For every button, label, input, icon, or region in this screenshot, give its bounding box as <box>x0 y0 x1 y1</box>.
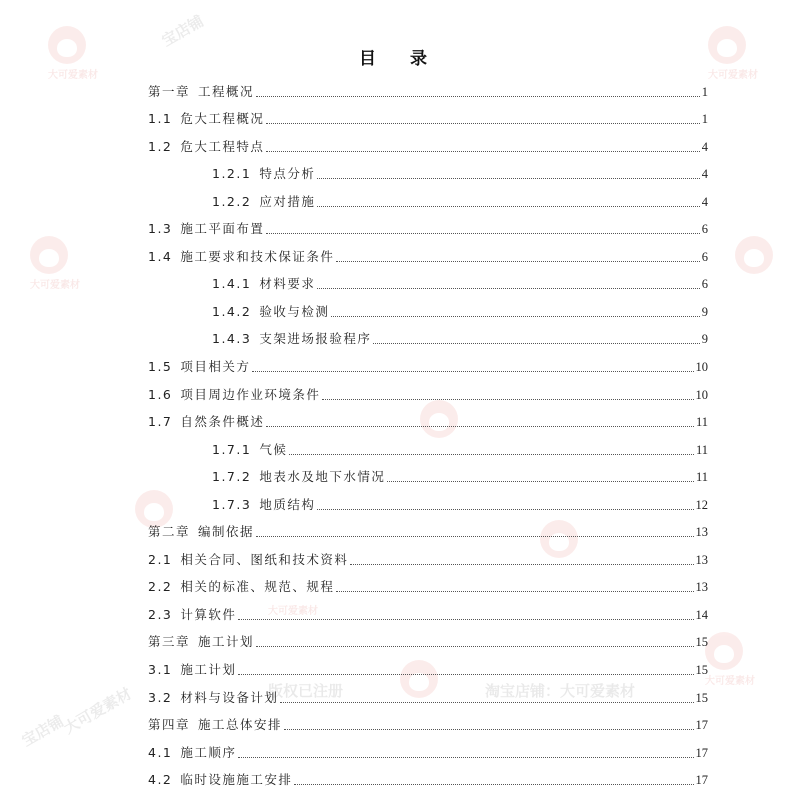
watermark-shop-diagonal: 宝店铺 <box>158 11 207 50</box>
toc-entry-label <box>148 359 250 375</box>
toc-entry[interactable] <box>148 296 708 324</box>
watermark-shop: 淘宝店铺：大可爱素材 <box>485 682 636 700</box>
toc-entry-label <box>212 166 315 182</box>
toc-entry-page: 10 <box>695 387 708 402</box>
toc-entry[interactable] <box>148 407 708 435</box>
toc-entry[interactable] <box>148 737 708 765</box>
toc-entry-label <box>148 387 320 403</box>
toc-entry-page: 17 <box>695 745 708 760</box>
toc-entry-title: 验收与检测 <box>259 303 330 319</box>
toc-entry-title: 材料与设备计划 <box>180 689 279 705</box>
toc-entry-number: 2.1 <box>148 551 173 567</box>
toc-entry[interactable] <box>148 241 708 269</box>
toc-entry-label <box>148 772 292 788</box>
toc-leader-dots <box>294 784 693 785</box>
toc-entry-label <box>212 497 315 513</box>
toc-entry-page: 4 <box>701 194 708 209</box>
toc-leader-dots <box>317 288 699 289</box>
toc-leader-dots <box>331 316 699 317</box>
toc-entry-page: 6 <box>701 222 708 237</box>
watermark-text: 大可爱素材 <box>705 676 755 687</box>
toc-leader-dots <box>317 509 693 510</box>
toc-entry-page: 11 <box>695 415 708 430</box>
toc-entry-title: 地质结构 <box>259 496 316 512</box>
toc-entry-number: 3.2 <box>148 689 173 705</box>
toc-entry-title: 自然条件概述 <box>180 414 265 430</box>
watermark-logo <box>30 236 80 291</box>
toc-entry-title: 项目周边作业环境条件 <box>180 386 321 402</box>
toc-entry-title: 材料要求 <box>259 276 316 292</box>
toc-leader-dots <box>336 591 693 592</box>
toc-entry-page: 1 <box>701 84 708 99</box>
toc-leader-dots <box>284 729 693 730</box>
toc-entry-label <box>148 662 236 678</box>
toc-entry-number: 1.4.2 <box>212 303 252 319</box>
toc-entry-page: 6 <box>701 277 708 292</box>
toc-entry-title: 编制依据 <box>198 524 255 540</box>
toc-entry-label <box>148 717 282 733</box>
toc-entry[interactable] <box>148 104 708 132</box>
toc-entry-number: 1.2 <box>148 138 173 154</box>
toc-entry-number: 4.2 <box>148 772 173 788</box>
toc-entry-title: 工程概况 <box>198 83 255 99</box>
watermark-logo <box>735 236 773 274</box>
toc-entry-title: 支架进场报验程序 <box>259 331 372 347</box>
toc-entry-number: 3.1 <box>148 662 173 678</box>
toc-entry-label <box>212 194 315 210</box>
toc-entry-title: 施工平面布置 <box>180 221 265 237</box>
toc-entry-page: 11 <box>695 470 708 485</box>
toc-entry[interactable] <box>148 517 708 545</box>
toc-entry-number: 1.7.2 <box>212 469 252 485</box>
toc-entry[interactable] <box>148 682 708 710</box>
toc-entry-page: 9 <box>701 332 708 347</box>
toc-leader-dots <box>266 123 699 124</box>
toc-leader-dots <box>266 233 699 234</box>
toc-entry-label <box>212 469 385 485</box>
toc-leader-dots <box>336 261 699 262</box>
toc-entry-title: 施工计划 <box>180 662 237 678</box>
toc-entry-title: 施工顺序 <box>180 744 237 760</box>
table-of-contents <box>148 76 708 792</box>
toc-entry-label <box>148 634 254 650</box>
watermark-text: 大可爱素材 <box>48 70 98 81</box>
toc-entry[interactable] <box>148 627 708 655</box>
watermark-logo <box>705 632 755 687</box>
toc-leader-dots <box>256 536 693 537</box>
toc-entry[interactable] <box>148 654 708 682</box>
toc-entry-label <box>148 579 334 595</box>
toc-entry-number: 4.1 <box>148 744 173 760</box>
toc-entry-page: 10 <box>695 360 708 375</box>
toc-entry-page: 4 <box>701 167 708 182</box>
toc-entry-title: 相关合同、图纸和技术资料 <box>180 551 349 567</box>
toc-entry-label <box>148 221 264 237</box>
toc-entry-title: 危大工程特点 <box>180 138 265 154</box>
toc-leader-dots <box>317 178 699 179</box>
toc-entry-title: 施工要求和技术保证条件 <box>180 248 335 264</box>
toc-entry-label <box>148 552 348 568</box>
toc-entry-number: 1.4 <box>148 248 173 264</box>
toc-entry-number: 1.1 <box>148 111 173 127</box>
toc-entry-number: 第四章 <box>148 717 191 733</box>
toc-entry-page: 17 <box>695 773 708 788</box>
toc-entry-page: 15 <box>695 690 708 705</box>
toc-entry-title: 相关的标准、规范、规程 <box>180 579 335 595</box>
toc-leader-dots <box>289 454 694 455</box>
toc-leader-dots <box>238 757 693 758</box>
toc-entry-number: 第二章 <box>148 524 191 540</box>
toc-entry-title: 项目相关方 <box>180 359 251 375</box>
toc-leader-dots <box>252 371 693 372</box>
toc-entry-title: 施工总体安排 <box>198 717 283 733</box>
toc-entry-number: 1.2.2 <box>212 193 252 209</box>
watermark-logo-icon <box>735 236 773 274</box>
toc-entry-page: 11 <box>695 442 708 457</box>
toc-entry-label <box>148 745 236 761</box>
toc-leader-dots <box>238 619 693 620</box>
toc-entry-label <box>212 304 329 320</box>
watermark-shop-diagonal: 宝店铺 <box>18 711 67 750</box>
watermark-text: 大可爱素材 <box>708 70 758 81</box>
toc-leader-dots <box>256 96 700 97</box>
toc-entry[interactable] <box>148 186 708 214</box>
toc-entry-page: 14 <box>695 607 708 622</box>
toc-entry-title: 地表水及地下水情况 <box>259 469 386 485</box>
toc-entry-label <box>148 111 264 127</box>
toc-entry-label <box>148 139 264 155</box>
toc-entry[interactable] <box>148 599 708 627</box>
toc-entry-title: 危大工程概况 <box>180 111 265 127</box>
page-title: 目 录 <box>359 49 441 69</box>
toc-entry[interactable] <box>148 572 708 600</box>
toc-leader-dots <box>238 674 693 675</box>
toc-entry-label <box>212 331 371 347</box>
toc-entry[interactable] <box>148 710 708 738</box>
toc-entry-number: 2.3 <box>148 606 173 622</box>
toc-entry-page: 13 <box>695 525 708 540</box>
toc-entry-number: 第一章 <box>148 83 191 99</box>
toc-entry-number: 1.4.1 <box>212 276 252 292</box>
toc-entry-number: 1.5 <box>148 359 173 375</box>
toc-leader-dots <box>387 481 694 482</box>
toc-entry-page: 13 <box>695 580 708 595</box>
toc-entry-label <box>212 442 287 458</box>
toc-entry-page: 6 <box>701 249 708 264</box>
toc-entry-number: 1.4.3 <box>212 331 252 347</box>
toc-entry-page: 13 <box>695 552 708 567</box>
toc-entry[interactable] <box>148 765 708 793</box>
toc-entry-title: 应对措施 <box>259 193 316 209</box>
toc-entry-label <box>148 84 254 100</box>
toc-entry[interactable] <box>148 131 708 159</box>
toc-entry[interactable] <box>148 269 708 297</box>
toc-entry[interactable] <box>148 379 708 407</box>
toc-leader-dots <box>266 426 694 427</box>
toc-entry-page: 17 <box>695 718 708 733</box>
toc-entry-number: 1.3 <box>148 221 173 237</box>
toc-entry-label <box>148 249 334 265</box>
toc-entry-page: 1 <box>701 112 708 127</box>
toc-entry-label <box>212 276 315 292</box>
toc-entry-number: 1.7 <box>148 414 173 430</box>
watermark-copyright: 版权已注册 <box>268 682 344 700</box>
toc-entry-number: 2.2 <box>148 579 173 595</box>
toc-entry-title: 施工计划 <box>198 634 255 650</box>
toc-entry-page: 4 <box>701 139 708 154</box>
toc-entry[interactable] <box>148 351 708 379</box>
toc-leader-dots <box>373 343 699 344</box>
toc-entry-title: 临时设施施工安排 <box>180 772 293 788</box>
toc-entry-page: 9 <box>701 304 708 319</box>
toc-entry[interactable] <box>148 159 708 187</box>
toc-entry-page: 15 <box>695 635 708 650</box>
toc-entry[interactable] <box>148 434 708 462</box>
toc-entry[interactable] <box>148 489 708 517</box>
watermark-logo-icon <box>30 236 68 274</box>
toc-leader-dots <box>266 151 699 152</box>
toc-leader-dots <box>350 564 693 565</box>
toc-entry[interactable] <box>148 76 708 104</box>
toc-entry-label <box>148 414 264 430</box>
watermark-text: 大可爱素材 <box>30 280 80 291</box>
toc-entry[interactable] <box>148 544 708 572</box>
toc-leader-dots <box>322 399 693 400</box>
toc-entry[interactable] <box>148 462 708 490</box>
toc-entry-number: 1.7.3 <box>212 496 252 512</box>
toc-entry-page: 12 <box>695 497 708 512</box>
toc-entry[interactable] <box>148 324 708 352</box>
toc-entry-title: 特点分析 <box>259 166 316 182</box>
toc-entry-number: 1.2.1 <box>212 166 252 182</box>
toc-entry-title: 计算软件 <box>180 606 237 622</box>
toc-leader-dots <box>256 646 693 647</box>
toc-entry-label <box>148 607 236 623</box>
toc-entry-title: 气候 <box>259 441 288 457</box>
toc-entry-number: 1.6 <box>148 386 173 402</box>
watermark-brand-diagonal: 大可爱素材 <box>60 684 135 738</box>
toc-leader-dots <box>280 702 693 703</box>
toc-entry-label <box>148 690 278 706</box>
toc-entry-page: 15 <box>695 663 708 678</box>
toc-entry-label <box>148 524 254 540</box>
toc-entry[interactable] <box>148 214 708 242</box>
toc-leader-dots <box>317 206 699 207</box>
watermark-logo-icon <box>705 632 743 670</box>
watermark-text: 大可爱素材 <box>268 606 318 617</box>
toc-entry-number: 1.7.1 <box>212 441 252 457</box>
toc-entry-number: 第三章 <box>148 634 191 650</box>
